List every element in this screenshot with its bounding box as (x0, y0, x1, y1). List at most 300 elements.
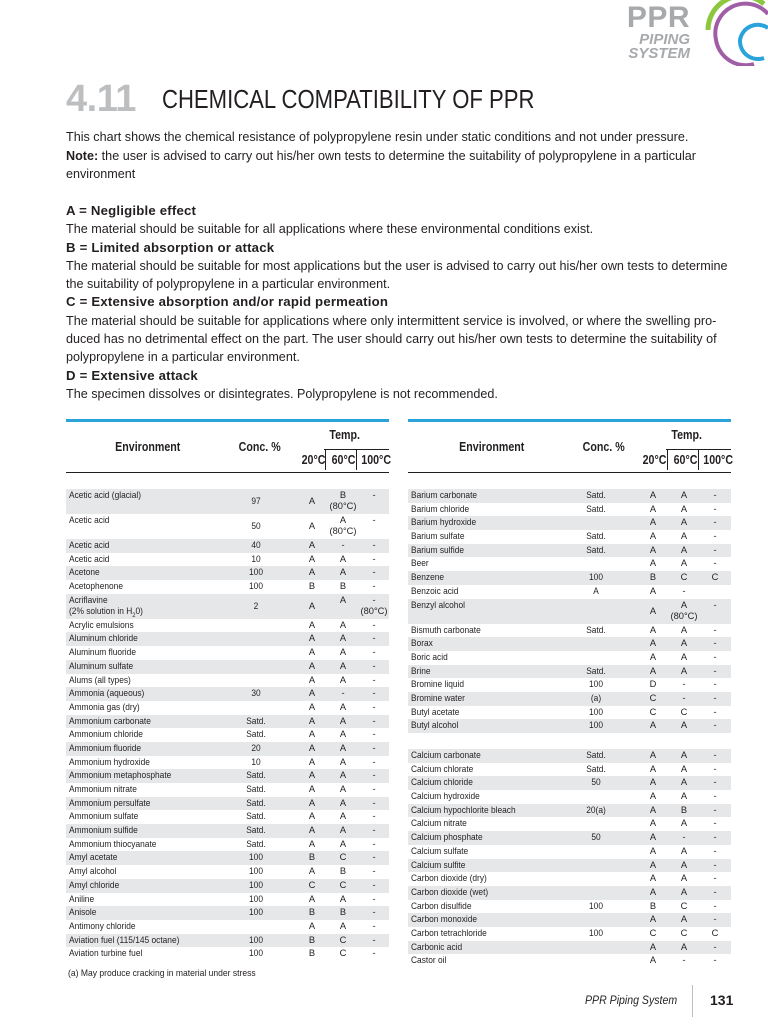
rating-60c-value: A (680, 599, 688, 610)
rating-20c-cell: A (308, 825, 316, 836)
definition-text-c: The material should be suitable for applications where only intermittent service is involved, or where the swelling pro-duced has no detrimental effect on the part. The user should carry out his/her own tests to determine the suitability of polypropylene in a particular environment. (66, 313, 717, 365)
rating-60c-value: A (339, 515, 347, 525)
table-header (408, 422, 734, 472)
rating-60c-value: - (682, 585, 686, 596)
table-row (408, 831, 731, 845)
environment-cell (69, 838, 156, 852)
environment-name: Acetone (69, 567, 100, 578)
rating-100c-cell (700, 790, 730, 804)
header-divider (698, 450, 699, 470)
header-divider (325, 450, 326, 470)
rating-60c-cell (328, 769, 358, 783)
conc-cell: Satd. (586, 750, 606, 760)
environment-name: Acetic acid (glacial) (69, 490, 142, 500)
environment-cell (69, 865, 116, 879)
conc-cell: 100 (249, 893, 263, 904)
environment-name: Ammonium nitrate (69, 784, 137, 794)
environment-name: Barium hydroxide (411, 517, 477, 528)
rating-60c-value: A (680, 886, 688, 897)
environment-cell (69, 646, 136, 660)
rating-60c-value: A (339, 811, 347, 822)
rating-100c-cell (359, 646, 389, 660)
environment-name: Acetophenone (69, 581, 123, 592)
rating-60c-cell (669, 845, 699, 859)
table-row (66, 580, 389, 594)
rating-60c-cell (328, 810, 358, 824)
logo-line-ppr: PPR (626, 1, 690, 34)
rating-60c-cell (328, 865, 358, 879)
environment-name: Ammonium fluoride (69, 742, 142, 753)
rating-100c-value: - (372, 553, 376, 564)
environment-name: Butyl alcohol (411, 720, 459, 731)
rating-60c-value: C (339, 852, 347, 863)
rating-100c-value: - (713, 832, 717, 843)
environment-name: Anisole (69, 907, 97, 918)
rating-60c-value: A (680, 791, 688, 802)
rating-100c-value: - (713, 791, 717, 802)
table-row (66, 742, 389, 756)
rating-20c-cell: A (649, 503, 657, 514)
rating-100c-cell (359, 674, 389, 688)
environment-cell (69, 769, 171, 783)
rating-60c-value: A (339, 701, 347, 712)
table-row (408, 599, 731, 624)
rating-60c-value: A (339, 674, 347, 685)
rating-60c-value: C (339, 948, 347, 959)
table-row (66, 646, 389, 660)
environment-cell (411, 651, 448, 665)
environment-cell (411, 530, 464, 544)
rating-60c-value: B (339, 490, 347, 500)
rating-100c-cell (359, 769, 389, 783)
table-row (408, 763, 731, 777)
rating-60c-cell (669, 886, 699, 900)
environment-subscript: 2 (132, 611, 136, 619)
environment-name: Acetic acid (69, 515, 110, 525)
rating-20c-cell: A (308, 715, 316, 726)
rating-20c-cell: B (649, 900, 657, 911)
environment-name: Acriflavine (69, 594, 108, 605)
rating-100c-cell (700, 651, 730, 665)
table-row (408, 790, 731, 804)
rating-20c-cell: A (649, 941, 657, 952)
rating-60c-value: A (680, 750, 688, 760)
header-divider (667, 450, 668, 470)
table-row (408, 585, 731, 599)
environment-cell (69, 674, 131, 688)
rating-60c-value: A (680, 914, 688, 925)
rating-20c-cell: A (308, 784, 316, 794)
rating-100c-value: - (713, 558, 717, 569)
environment-cell (69, 906, 96, 920)
rating-60c-value: A (680, 941, 688, 952)
table-row (66, 619, 389, 633)
table-row (408, 571, 731, 585)
environment-cell (411, 927, 487, 941)
rating-60c-value: C (680, 706, 688, 717)
rating-100c-cell (700, 665, 730, 679)
rating-100c-value: - (713, 955, 717, 966)
rating-100c-cell (359, 865, 389, 879)
environment-name: Ammonium persulfate (69, 797, 151, 808)
rating-60c-cell (669, 544, 699, 558)
environment-cell (411, 706, 459, 720)
header-environment: Environment (115, 439, 181, 454)
rating-20c-cell: C (649, 692, 657, 703)
environment-cell (69, 595, 143, 621)
rating-60c-value: B (339, 866, 347, 877)
environment-name: Alums (all types) (69, 674, 131, 685)
header-100c: 100°C (703, 452, 734, 467)
rating-100c-cell (359, 906, 389, 920)
environment-name: Calcium sulfite (411, 859, 466, 870)
rating-100c-cell (700, 804, 730, 818)
rating-60c-cell (328, 920, 358, 934)
table-row (66, 879, 389, 893)
table-row (408, 665, 731, 679)
environment-cell (411, 571, 444, 585)
rating-100c-cell (700, 749, 730, 763)
table-row (408, 678, 731, 692)
environment-cell (411, 624, 481, 638)
rating-20c-cell: A (308, 540, 316, 550)
rating-60c-cell (669, 859, 699, 873)
environment-cell (69, 756, 150, 770)
rating-60c-cell (669, 557, 699, 571)
rating-100c-cell (359, 797, 389, 811)
rating-100c-cell (359, 687, 389, 701)
rating-100c-cell (359, 879, 389, 893)
environment-cell (69, 797, 150, 811)
rating-20c-cell: A (649, 605, 657, 616)
rating-definitions (66, 202, 733, 403)
rating-100c-value: - (713, 503, 717, 514)
rating-100c-value: - (372, 893, 376, 904)
rating-60c-value: A (339, 784, 347, 794)
rating-20c-cell: A (649, 763, 657, 774)
rating-20c-cell: A (649, 873, 657, 884)
definition-term-d: D = Extensive attack (66, 367, 198, 383)
environment-cell (411, 900, 471, 914)
rating-60c-value: B (339, 581, 347, 592)
rating-60c-value: A (680, 873, 688, 884)
conc-cell: Satd. (246, 838, 266, 849)
conc-cell: 100 (589, 900, 603, 911)
environment-cell (69, 566, 100, 580)
rating-100c-value: - (372, 688, 376, 699)
environment-name: Barium chloride (411, 503, 470, 514)
rating-60c-value: - (341, 688, 345, 699)
environment-cell (411, 557, 429, 571)
rating-60c-cell (328, 619, 358, 633)
note-text: the user is advised to carry out his/her own tests to determine the suitability of polypropylene in a particular environment (66, 148, 696, 181)
rating-60c-value: A (680, 720, 688, 731)
environment-cell (411, 692, 465, 706)
rating-20c-cell: A (649, 791, 657, 802)
table-row (66, 934, 389, 948)
rating-60c-value: A (339, 553, 347, 564)
table-row (408, 489, 731, 503)
environment-name: Ammonium chloride (69, 729, 143, 740)
rating-60c-value: A (339, 633, 347, 644)
environment-cell (411, 544, 464, 558)
rating-100c-cell (359, 553, 389, 567)
rating-100c-cell (700, 859, 730, 873)
table-header (66, 422, 392, 472)
header-divider (356, 450, 357, 470)
table-row (408, 845, 731, 859)
table-body-left (66, 489, 389, 961)
conc-cell: 100 (249, 581, 263, 592)
rating-20c-cell: A (649, 544, 657, 555)
environment-name: Benzene (411, 572, 445, 583)
table-row (408, 872, 731, 886)
rating-60c-cell (328, 632, 358, 646)
rating-60c-value: C (680, 572, 688, 583)
rating-100c-cell (359, 515, 389, 526)
rating-60c-value: A (680, 503, 688, 514)
rating-20c-cell: B (308, 581, 316, 592)
rating-60c-cell (328, 783, 358, 797)
rating-60c-cell (328, 728, 358, 742)
rating-60c-cell (328, 687, 358, 701)
rating-60c-value: A (339, 770, 347, 781)
conc-cell: 100 (249, 907, 263, 918)
rating-20c-cell: A (308, 688, 316, 699)
table-row (66, 906, 389, 920)
table-row (408, 651, 731, 665)
rating-20c-cell: A (649, 886, 657, 897)
environment-cell (411, 637, 433, 651)
environment-cell (69, 947, 142, 961)
rating-100c-cell (359, 920, 389, 934)
environment-name: Carbon monoxide (411, 914, 478, 925)
environment-cell (411, 913, 477, 927)
conc-cell: 20(a) (586, 804, 606, 815)
rating-100c-value: - (372, 825, 376, 836)
rating-100c-value: - (713, 873, 717, 884)
environment-name: Boric acid (411, 651, 448, 662)
table-row (408, 900, 731, 914)
rating-100c-value: - (713, 706, 717, 717)
rating-60c-value: A (339, 920, 347, 931)
rating-20c-cell: A (308, 674, 316, 685)
rating-60c-cell (669, 692, 699, 706)
conc-cell: Satd. (246, 784, 266, 794)
conc-cell: Satd. (246, 825, 266, 836)
definition-term-a: A = Negligible effect (66, 203, 197, 218)
environment-cell (69, 783, 137, 797)
environment-name: Carbon dioxide (wet) (411, 886, 489, 897)
rating-100c-value: - (372, 715, 376, 726)
rating-60c-cell (669, 941, 699, 955)
environment-name: Ammonia gas (dry) (69, 701, 140, 712)
environment-name: Acetic acid (69, 553, 110, 564)
table-row (408, 941, 731, 955)
header-conc: Conc. % (238, 439, 281, 454)
conc-cell: Satd. (586, 503, 606, 514)
rating-100c-value: - (713, 692, 717, 703)
table-row (66, 865, 389, 879)
environment-name: Aviation fuel (115/145 octane) (69, 934, 180, 945)
rating-100c-cell (700, 544, 730, 558)
rating-100c-cell (700, 503, 730, 517)
conc-cell: Satd. (586, 665, 606, 676)
rating-60c-cell (669, 719, 699, 733)
conc-cell: 100 (249, 948, 263, 959)
rating-100c-cell (700, 954, 730, 968)
conc-cell: Satd. (586, 763, 606, 774)
rating-60c-cell (669, 776, 699, 790)
rating-20c-cell: C (308, 879, 316, 890)
rating-60c-cell (669, 678, 699, 692)
rating-100c-value: - (372, 567, 376, 578)
rating-20c-cell: B (308, 852, 316, 863)
rating-100c-cell (700, 706, 730, 720)
environment-detail-end: 0) (135, 605, 143, 616)
table-row (408, 557, 731, 571)
rating-60c-cell (669, 817, 699, 831)
environment-name: Carbon tetrachloride (411, 927, 487, 938)
header-conc: Conc. % (582, 439, 625, 454)
table-row (408, 637, 731, 651)
rating-100c-value: - (372, 633, 376, 644)
rating-60c-value: C (339, 934, 347, 945)
rating-100c-value: - (372, 879, 376, 890)
rating-100c-value: - (372, 742, 376, 753)
table-gap (408, 733, 731, 749)
header-60c: 60°C (331, 452, 356, 467)
rating-100c-cell (700, 886, 730, 900)
rating-100c-value: - (713, 818, 717, 829)
environment-name: Butyl acetate (411, 706, 460, 717)
environment-name: Calcium hydroxide (411, 791, 480, 802)
rating-20c-cell: A (308, 729, 316, 740)
rating-100c-cell (700, 872, 730, 886)
rating-100c-cell (700, 941, 730, 955)
rating-100c-cell (700, 692, 730, 706)
table-row (408, 530, 731, 544)
note-label: Note: (66, 148, 99, 163)
environment-name: Benzyl alcohol (411, 599, 465, 610)
rating-60c-value: C (680, 900, 688, 911)
environment-cell (411, 719, 458, 733)
rating-100c-cell (359, 851, 389, 865)
rating-100c-value: - (713, 941, 717, 952)
table-row (66, 851, 389, 865)
conc-cell: 97 (251, 496, 261, 506)
page-number: 131 (710, 992, 734, 1008)
environment-name: Amyl alcohol (69, 866, 117, 877)
rating-100c-value: - (372, 920, 376, 931)
rating-20c-cell: A (649, 624, 657, 635)
conc-cell: 50 (591, 777, 601, 788)
rating-100c-value: - (713, 777, 717, 788)
logo-swirl-icon (694, 0, 768, 66)
rating-100c-value: - (372, 838, 376, 849)
conc-cell: 50 (591, 832, 601, 843)
rating-100c-cell (359, 632, 389, 646)
table-row (408, 719, 731, 733)
rating-100c-cell (700, 489, 730, 503)
rating-60c-value: A (339, 729, 347, 740)
rating-100c-cell (700, 624, 730, 638)
table-row (66, 769, 389, 783)
environment-cell (411, 489, 477, 503)
environment-cell (411, 831, 483, 845)
rating-20c-cell: B (308, 907, 316, 918)
rating-60c-value: A (339, 825, 347, 836)
environment-name: Amyl acetate (69, 852, 118, 863)
rating-60c-value: C (339, 879, 347, 890)
table-row (408, 776, 731, 790)
environment-cell (69, 879, 119, 893)
rating-100c-value: - (713, 665, 717, 676)
environment-cell (69, 701, 140, 715)
rating-100c-cell (700, 776, 730, 790)
logo-wordmark (610, 1, 690, 62)
environment-name: Ammonium metaphosphate (69, 770, 172, 781)
rating-60c-value: - (682, 679, 686, 690)
conc-cell: Satd. (246, 715, 266, 726)
rating-100c-cell (359, 783, 389, 797)
rating-60c-note: (80°C) (670, 610, 698, 621)
rating-60c-value: A (680, 544, 688, 555)
rating-60c-cell (328, 580, 358, 594)
rating-60c-cell (328, 646, 358, 660)
environment-name: Carbon disulfide (411, 900, 472, 911)
environment-cell (411, 872, 487, 886)
rating-100c-value: - (372, 934, 376, 945)
header-environment: Environment (459, 439, 525, 454)
rating-100c-cell (700, 600, 730, 611)
logo-line-system: SYSTEM (628, 44, 690, 62)
table-row (408, 706, 731, 720)
conc-cell: 100 (249, 567, 263, 578)
environment-cell (69, 742, 141, 756)
environment-cell (69, 580, 123, 594)
rating-20c-cell: A (649, 804, 657, 815)
environment-name: Calcium carbonate (411, 750, 481, 760)
rating-20c-cell: A (308, 647, 316, 658)
rating-100c-value: - (713, 679, 717, 690)
rating-60c-value: B (680, 804, 688, 815)
rating-100c-value: - (713, 900, 717, 911)
rating-60c-value: B (339, 907, 347, 918)
rating-100c-cell (700, 845, 730, 859)
header-60c: 60°C (673, 452, 698, 467)
environment-cell (411, 776, 473, 790)
rating-100c-value: - (372, 490, 376, 500)
rating-100c-cell (700, 557, 730, 571)
rating-20c-cell: C (649, 706, 657, 717)
rating-20c-cell: A (649, 914, 657, 925)
rating-60c-cell (328, 893, 358, 907)
header-temp: Temp. (671, 427, 702, 442)
conc-cell: Satd. (246, 729, 266, 740)
rating-100c-cell (700, 817, 730, 831)
rating-20c-cell: A (308, 811, 316, 822)
conc-cell: 100 (249, 852, 263, 863)
definition-term-c: C = Extensive absorption and/or rapid permeation (66, 294, 389, 310)
definition-term-b: B = Limited absorption or attack (66, 239, 275, 255)
environment-name: Calcium hypochlorite bleach (411, 804, 516, 815)
rating-100c-value: - (372, 948, 376, 959)
environment-cell (411, 954, 446, 968)
environment-cell (69, 893, 94, 907)
rating-20c-cell: A (308, 660, 316, 671)
conc-cell: Satd. (586, 544, 606, 555)
